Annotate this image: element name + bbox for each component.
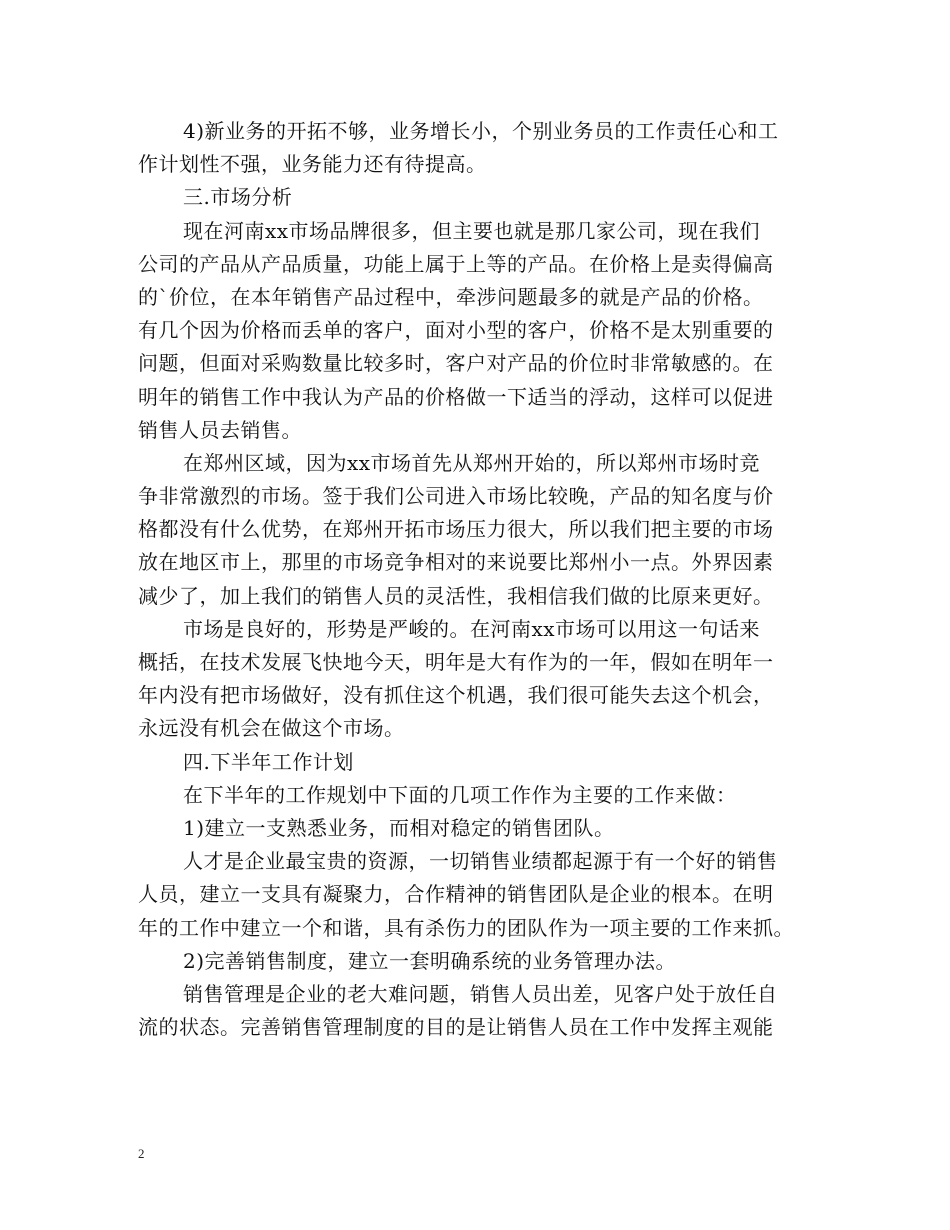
paragraph-line: 作计划性不强，业务能力还有待提高。: [138, 152, 487, 177]
paragraph-line: 在郑州区域，因为xx市场首先从郑州开始的，所以郑州市场时竞: [183, 450, 761, 475]
paragraph-line: 公司的产品从产品质量，功能上属于上等的产品。在价格上是卖得偏高: [138, 251, 774, 276]
section-heading: 三.市场分析: [183, 185, 293, 210]
paragraph-line: 明年的销售工作中我认为产品的价格做一下适当的浮动，这样可以促进: [138, 384, 774, 409]
paragraph-line: 4)新业务的开拓不够，业务增长小，个别业务员的工作责任心和工: [183, 119, 779, 143]
paragraph-line: 年的工作中建立一个和谐，具有杀伤力的团队作为一项主要的工作来抓。: [138, 915, 794, 940]
paragraph-line: 争非常激烈的市场。签于我们公司进入市场比较晚，产品的知名度与价: [138, 484, 774, 509]
paragraph-line: 放在地区市上，那里的市场竞争相对的来说要比郑州小一点。外界因素: [138, 550, 774, 575]
paragraph-line: 问题，但面对采购数量比较多时，客户对产品的价位时非常敏感的。在: [138, 351, 774, 376]
body-text: [138, 115, 814, 1044]
paragraph-line: 流的状态。完善销售管理制度的目的是让销售人员在工作中发挥主观能: [138, 1015, 774, 1040]
paragraph-line: 的`价位，在本年销售产品过程中，牵涉问题最多的就是产品的价格。: [138, 284, 764, 309]
paragraph-line: 人才是企业最宝贵的资源，一切销售业绩都起源于有一个好的销售: [183, 849, 778, 874]
paragraph-line: 销售人员去销售。: [138, 417, 302, 442]
list-item-heading: 2)完善销售制度，建立一套明确系统的业务管理办法。: [183, 948, 677, 973]
paragraph-line: 有几个因为价格而丢单的客户，面对小型的客户，价格不是太别重要的: [138, 318, 774, 343]
paragraph-line: 格都没有什么优势，在郑州开拓市场压力很大，所以我们把主要的市场: [138, 517, 774, 542]
paragraph-line: 减少了，加上我们的销售人员的灵活性，我相信我们做的比原来更好。: [138, 583, 774, 608]
paragraph-line: 市场是良好的，形势是严峻的。在河南xx市场可以用这一句话来: [183, 616, 761, 641]
paragraph-line: 在下半年的工作规划中下面的几项工作作为主要的工作来做：: [183, 782, 737, 807]
paragraph-line: 销售管理是企业的老大难问题，销售人员出差，见客户处于放任自: [183, 981, 778, 1006]
paragraph-line: 概括，在技术发展飞快地今天，明年是大有作为的一年，假如在明年一: [138, 650, 774, 674]
list-item-heading: 1)建立一支熟悉业务，而相对稳定的销售团队。: [183, 815, 615, 840]
paragraph-line: 人员，建立一支具有凝聚力，合作精神的销售团队是企业的根本。在明: [138, 882, 774, 907]
paragraph-line: 永远没有机会在做这个市场。: [138, 716, 405, 741]
paragraph-line: 现在河南xx市场品牌很多，但主要也就是那几家公司，现在我们: [183, 218, 761, 243]
section-heading: 四.下半年工作计划: [183, 749, 354, 774]
paragraph-line: 年内没有把市场做好，没有抓住这个机遇，我们很可能失去这个机会，: [138, 683, 774, 708]
page-number: 2: [138, 1146, 145, 1161]
